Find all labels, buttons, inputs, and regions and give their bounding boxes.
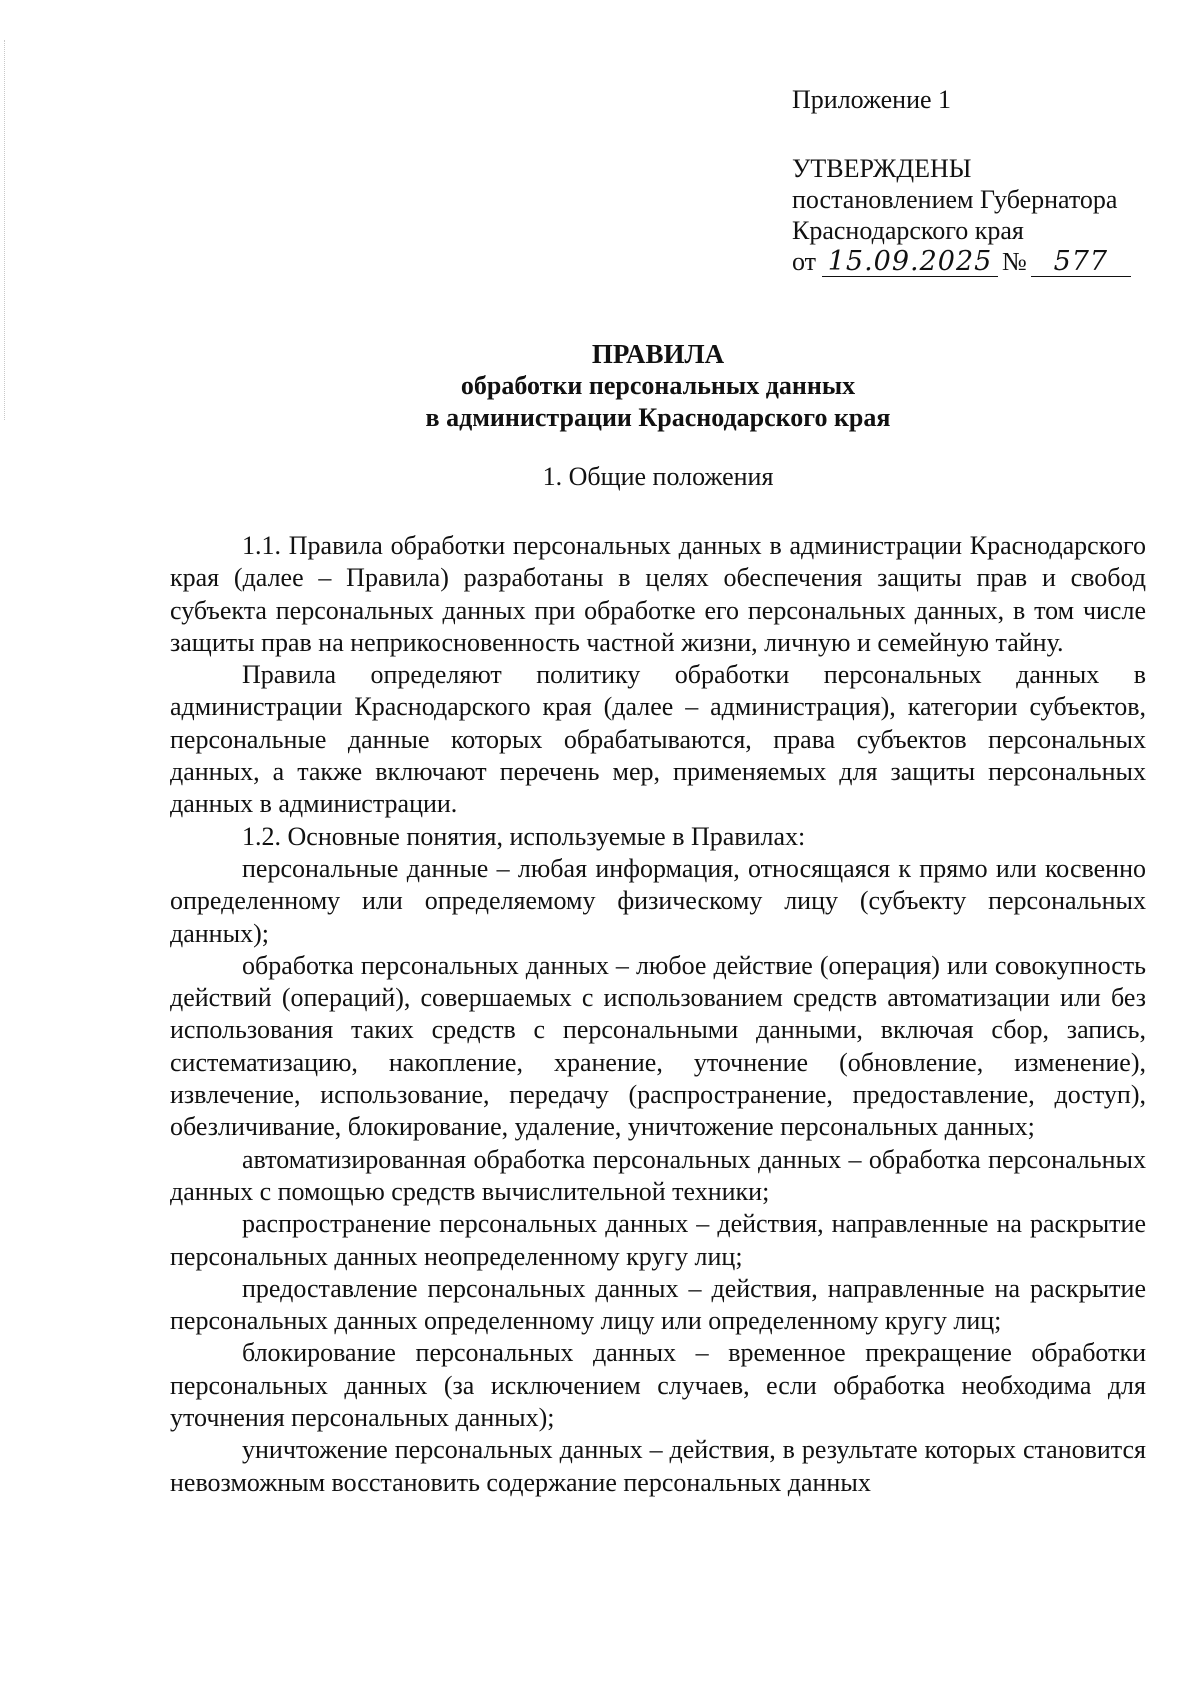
title-main: ПРАВИЛА [591,339,725,369]
definition-paragraph: распространение персональных данных – действия, направленные на раскрытие персональных данных неопределенному кругу лиц; [170,1209,1146,1271]
paragraph: 1.2. Основные понятия, используемые в Правилах: [242,821,806,851]
approved-label: УТВЕРЖДЕНЫ [792,154,972,183]
definition-paragraph: обработка персональных данных – любое действие (операция) или совокупность действий (операций), совершаемых с использованием средств автоматизации или без использования таких средств с персональными данными, включая сбор, запись, систематизацию, накопление, хранение, уточнение (обновление, изменение), извлечение, использование, передачу (распространение, предоставление, доступ), обезличивание, блокирование, удаление, уничтожение персональных данных; [170,950,1146,1142]
definition-paragraph: уничтожение персональных данных – действия, в результате которых становится невозможным восстановить содержание персональных данных [170,1435,1146,1497]
date-number-line [792,246,1172,277]
appendix-label: Приложение 1 [792,85,952,114]
section-body [170,530,1146,1499]
paragraph: Правила определяют политику обработки персональных данных в администрации Краснодарского края (далее – администрация), категории субъектов, персональные данные которых обрабатываются, права субъектов персональных данных, а также включают перечень мер, применяемых для защиты персональных данных в администрации. [170,660,1146,819]
handwritten-number: 577 [1031,248,1131,277]
scan-edge-marks [4,40,7,420]
definition-paragraph: предоставление персональных данных – действия, направленные на раскрытие персональных данных определенному лицу или определенному кругу лиц; [170,1273,1146,1336]
handwritten-date: 15.09.2025 [822,248,998,277]
title-subtitle-1: обработки персональных данных [460,371,856,400]
approval-block [792,84,1172,277]
section-heading: 1. Общие положения [542,462,774,491]
definition-paragraph: блокирование персональных данных – временное прекращение обработки персональных данных (за исключением случаев, если обработка необходима для уточнения персональных данных); [170,1338,1146,1433]
approval-line-2: Краснодарского края [792,216,1024,245]
paragraph: 1.1. Правила обработки персональных данных в администрации Краснодарского края (далее – Правила) разработаны в целях обеспечения защиты прав и свобод субъекта персональных данных при обработке его персональных данных, в том числе защиты прав на неприкосновенность частной жизни, личную и семейную тайну. [170,531,1146,657]
approval-line-1: постановлением Губернатора [792,185,1118,214]
definition-paragraph: персональные данные – любая информация, относящаяся к прямо или косвенно определенному или определяемому физическому лицу (субъекту персональных данных); [170,853,1146,948]
title-subtitle-2: в администрации Краснодарского края [425,403,891,432]
definition-paragraph: автоматизированная обработка персональных данных – обработка персональных данных с помощью средств вычислительной техники; [170,1144,1146,1206]
document-title [170,338,1146,434]
date-prefix: от [792,247,817,276]
number-sign: № [1002,247,1027,276]
